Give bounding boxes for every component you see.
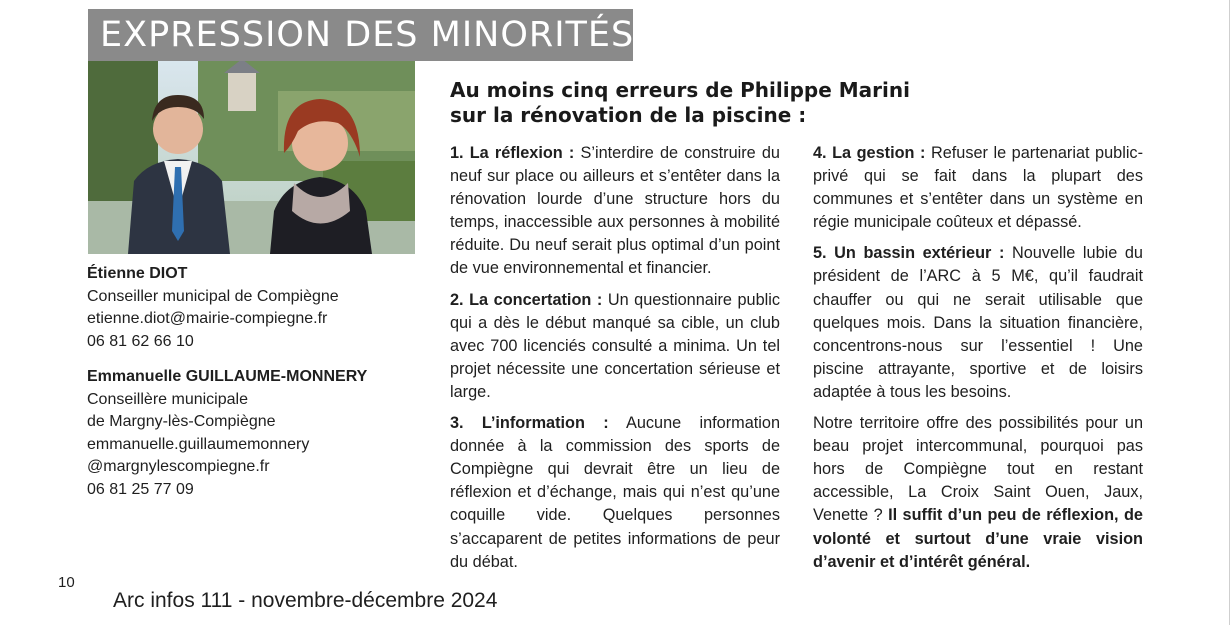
contact-role-2-line2: de Margny-lès-Compiègne bbox=[87, 413, 276, 430]
conclusion-text: Notre territoire offre des possibilités pour un beau projet intercommunal, pourquoi pas hors de Compiègne tout en restant accessible, La Croix Saint Ouen, Jaux, Venette ? bbox=[813, 414, 1143, 525]
point-4 bbox=[813, 142, 1143, 234]
point-3 bbox=[450, 412, 780, 574]
photo-illustration bbox=[88, 61, 415, 254]
contact-email-2-line2: @margnylescompiegne.fr bbox=[87, 458, 270, 475]
contact-phone-2: 06 81 25 77 09 bbox=[87, 480, 194, 498]
point-4-text: Refuser le partenariat public-privé qui se fait dans la plupart des communes et s’entêter dans un système en régie municipale coûteux et dépassé. bbox=[813, 144, 1143, 232]
point-4-heading: 4. La gestion : bbox=[813, 144, 926, 162]
point-3-heading: 3. L’information : bbox=[450, 414, 609, 433]
contact-spacer bbox=[87, 353, 417, 366]
section-title: EXPRESSION DES MINORITÉS bbox=[88, 9, 633, 61]
article-column-right bbox=[813, 142, 1143, 582]
conclusion bbox=[813, 412, 1143, 574]
contact-role-1: Conseiller municipal de Compiègne bbox=[87, 287, 339, 305]
article-title bbox=[450, 78, 970, 128]
contact-phone-1: 06 81 62 66 10 bbox=[87, 332, 194, 350]
point-1-heading: 1. La réflexion : bbox=[450, 144, 575, 162]
point-5-text: Nouvelle lubie du président de l’ARC à 5 M€, qu’il faudrait chauffer ou qui ne serait utilisable que quelques mois. Dans la situation financière, concentrons-nous sur l’essentiel ! Une piscine attrayante, sportive et de loisirs adaptée à tous les besoins. bbox=[813, 244, 1143, 401]
conclusion-bold: Il suffit d’un peu de réflexion, de volonté et surtout d’une vraie vision d’avenir et d’intérêt général. bbox=[813, 506, 1143, 571]
contact-name-1: Étienne DIOT bbox=[87, 265, 188, 282]
point-5-heading: 5. Un bassin extérieur : bbox=[813, 244, 1005, 263]
point-5 bbox=[813, 242, 1143, 404]
page-number: 10 bbox=[58, 574, 75, 591]
contact-email-2-line1: emmanuelle.guillaumemonnery bbox=[87, 435, 310, 453]
contact-email-1: etienne.diot@mairie-compiegne.fr bbox=[87, 310, 328, 327]
point-1-text: S’interdire de construire du neuf sur place ou ailleurs et s’entêter dans la rénovation lourde d’une structure hors du temps, inaccessible aux personnes à mobilité réduite. Du neuf serait plus optimal d’un point de vue environnemental et financier. bbox=[450, 144, 780, 278]
contact-name-2: Emmanuelle GUILLAUME-MONNERY bbox=[87, 368, 368, 385]
article-column-left bbox=[450, 142, 780, 582]
point-1 bbox=[450, 142, 780, 281]
point-3-text: Aucune information donnée à la commission des sports de Compiègne qui devrait être un lieu de réflexion et d’échange, mais qui n’est qu’une coquille vide. Quelques personnes s’accaparent de petites informations de peur du débat. bbox=[450, 414, 780, 571]
article-title-line2: sur la rénovation de la piscine : bbox=[450, 103, 807, 127]
point-2-heading: 2. La concertation : bbox=[450, 290, 603, 309]
point-2-text: Un questionnaire public qui a dès le début manqué sa cible, un club avec 700 licenciés consulté a minima. Un tel projet nécessite une concertation sérieuse et large. bbox=[450, 290, 780, 401]
councillors-photo bbox=[88, 61, 415, 254]
page-edge-rule bbox=[1229, 0, 1230, 625]
contacts-block bbox=[87, 263, 417, 501]
article-title-line1: Au moins cinq erreurs de Philippe Marini bbox=[450, 78, 910, 102]
publication-footer: Arc infos 111 - novembre-décembre 2024 bbox=[113, 589, 498, 612]
contact-role-2-line1: Conseillère municipale bbox=[87, 390, 248, 408]
point-2 bbox=[450, 289, 780, 404]
